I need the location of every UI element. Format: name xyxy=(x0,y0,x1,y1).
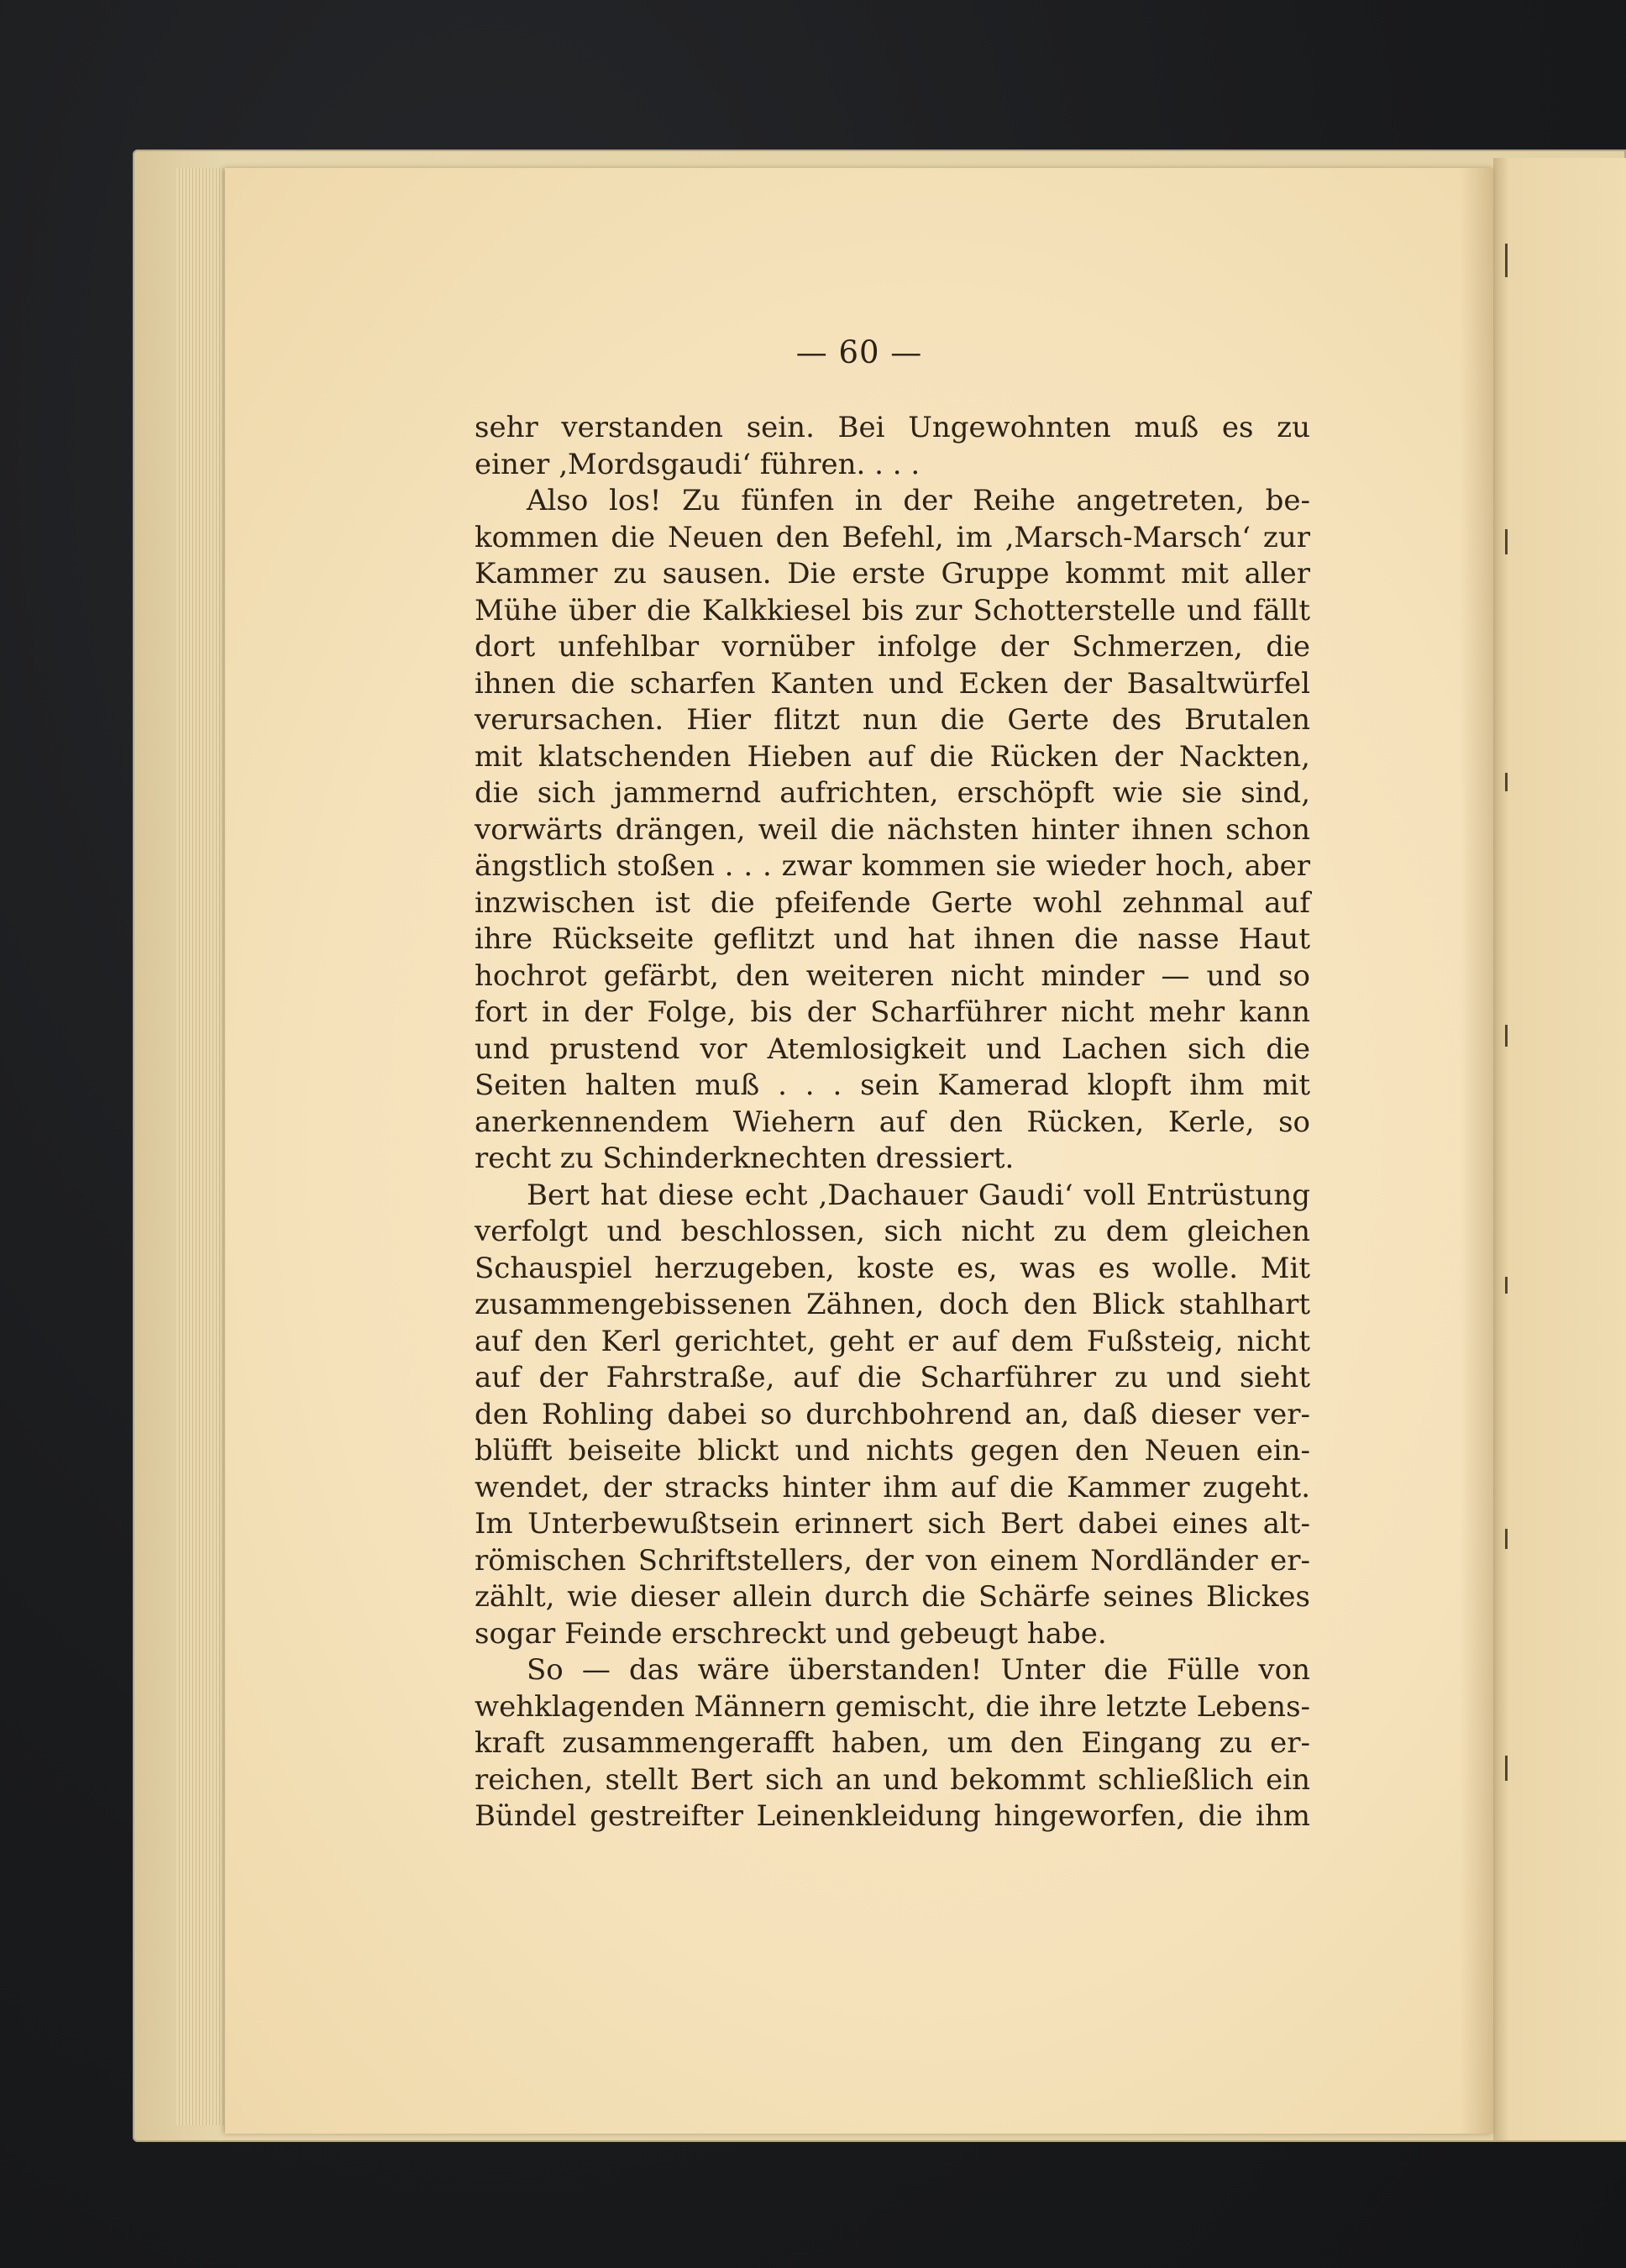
text-line: Schauspiel herzugeben, koste es, was es wolle. Mit xyxy=(475,1251,1310,1285)
text-line: anerkennendem Wiehern auf den Rücken, Kerle, so xyxy=(475,1105,1310,1139)
text-line: Im Unterbewußtsein erinnert sich Bert dabei eines alt- xyxy=(475,1507,1310,1541)
text-line: ihre Rückseite geflitzt und hat ihnen die nasse Haut xyxy=(475,922,1310,956)
text-line: hochrot gefärbt, den weiteren nicht minder — und so xyxy=(475,958,1310,993)
text-line: reichen, stellt Bert sich an und bekommt schließlich ein xyxy=(475,1762,1310,1797)
text-line: zählt, wie dieser allein durch die Schärfe seines Blickes xyxy=(475,1580,1310,1614)
text-line: Seiten halten muß . . . sein Kamerad klopft ihm mit xyxy=(475,1068,1310,1102)
text-line: auf den Kerl gerichtet, geht er auf dem Fußsteig, nicht xyxy=(475,1324,1310,1358)
text-line: ihnen die scharfen Kanten und Ecken der Basaltwürfel xyxy=(475,666,1310,701)
text-line: Mühe über die Kalkkiesel bis zur Schotterstelle und fällt xyxy=(475,593,1310,627)
text-line: den Rohling dabei so durchbohrend an, daß dieser ver- xyxy=(475,1397,1310,1431)
text-line: wendet, der stracks hinter ihm auf die Kammer zugeht. xyxy=(475,1470,1310,1504)
adjacent-page xyxy=(1493,158,1626,2140)
text-line: verfolgt und beschlossen, sich nicht zu dem gleichen xyxy=(475,1215,1310,1248)
text-line: zusammengebissenen Zähnen, doch den Blick stahlhart xyxy=(475,1288,1310,1321)
text-line: blüfft beiseite blickt und nichts gegen den Neuen ein- xyxy=(475,1434,1310,1467)
text-line: sogar Feinde erschreckt und gebeugt habe. xyxy=(475,1616,1107,1651)
text-line: kommen die Neuen den Befehl, im ‚Marsch-Marsch‘ zur xyxy=(475,520,1310,554)
text-line: römischen Schriftstellers, der von einem Nordländer er- xyxy=(475,1543,1310,1578)
text-line: wehklagenden Männern gemischt, die ihre letzte Lebens- xyxy=(475,1689,1310,1724)
text-line: So — das wäre überstanden! Unter die Fülle von xyxy=(527,1653,1310,1687)
text-line: auf der Fahrstraße, auf die Scharführer zu und sieht xyxy=(475,1361,1310,1394)
text-line: sehr verstanden sein. Bei Ungewohnten muß es zu xyxy=(475,411,1310,444)
text-line: verursachen. Hier flitzt nun die Gerte des Brutalen xyxy=(475,703,1310,737)
text-line: Kammer zu sausen. Die erste Gruppe kommt mit aller xyxy=(475,557,1310,591)
text-line: recht zu Schinderknechten dressiert. xyxy=(475,1142,1015,1175)
text-line: und prustend vor Atemlosigkeit und Lachen sich die xyxy=(475,1032,1310,1066)
text-line: Bündel gestreifter Leinenkleidung hingeworfen, die ihm xyxy=(475,1799,1310,1833)
adjacent-page-ink-marks xyxy=(1505,218,1512,1982)
text-line: Also los! Zu fünfen in der Reihe angetreten, be- xyxy=(527,484,1310,517)
text-line: dort unfehlbar vornüber infolge der Schmerzen, die xyxy=(475,630,1310,664)
text-line: inzwischen ist die pfeifende Gerte wohl zehnmal auf xyxy=(475,885,1310,920)
text-line: die sich jammernd aufrichten, erschöpft wie sie sind, xyxy=(475,776,1310,810)
text-line: ängstlich stoßen . . . zwar kommen sie wieder hoch, aber xyxy=(475,849,1310,883)
body-text xyxy=(475,410,1310,1835)
text-line: Bert hat diese echt ‚Dachauer Gaudi‘ voll Entrüstung xyxy=(527,1178,1310,1212)
page-number: — 60 — xyxy=(795,334,923,370)
text-line: kraft zusammengerafft haben, um den Eingang zu er- xyxy=(475,1726,1310,1760)
text-line: vorwärts drängen, weil die nächsten hinter ihnen schon xyxy=(475,812,1310,847)
text-line: einer ‚Mordsgaudi‘ führen. . . . xyxy=(475,447,921,481)
text-line: mit klatschenden Hieben auf die Rücken der Nackten, xyxy=(475,739,1310,774)
text-line: fort in der Folge, bis der Scharführer nicht mehr kann xyxy=(475,995,1310,1029)
